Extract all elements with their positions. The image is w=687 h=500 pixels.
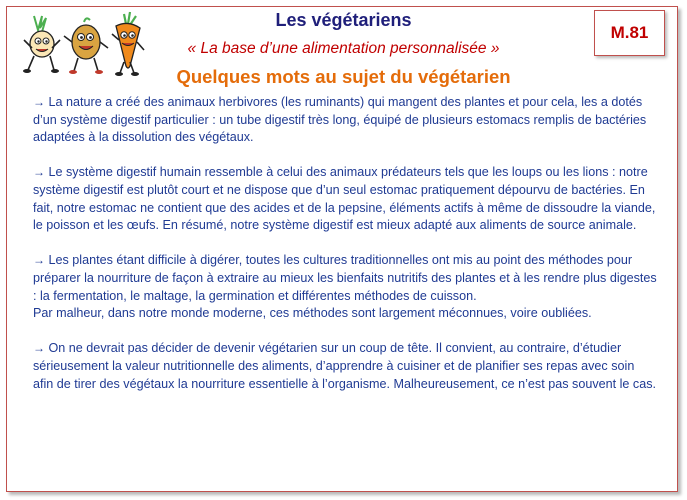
paragraph-line bbox=[33, 305, 657, 323]
document-code: M.81 bbox=[610, 23, 649, 42]
paragraph-line bbox=[33, 94, 657, 147]
arrow-icon: → bbox=[33, 341, 45, 356]
arrow-icon: → bbox=[33, 253, 45, 268]
page-title: Les végétariens bbox=[275, 10, 412, 30]
section-heading: Quelques mots au sujet du végétarien bbox=[176, 66, 511, 87]
paragraph-text: La nature a créé des animaux herbivores (les ruminants) qui mangent des plantes et pour cela, les a dotés d’un système digestif particulier : un tube digestif très long, équipé de plusieurs estomacs remplis de bactéries adaptées à la dissolution des végétaux. bbox=[33, 95, 647, 145]
document-code-badge bbox=[594, 10, 665, 56]
page-subtitle: « La base d’une alimentation personnalisée » bbox=[187, 40, 500, 57]
paragraph bbox=[33, 164, 657, 234]
arrow-icon: → bbox=[33, 95, 45, 109]
paragraph-line bbox=[33, 164, 657, 234]
article-body bbox=[33, 94, 657, 411]
paragraph-line bbox=[33, 340, 657, 393]
paragraph-text: On ne devrait pas décider de devenir végétarien sur un coup de tête. Il convient, au contraire, d’étudier sérieusement la valeur nutritionnelle des aliments, d’apprendre à cuisiner et de planifier ses repas avec soin afin de tirer des végétaux la nourriture essentielle à l’organisme. Malheureusement, ce n’est pas souvent le cas. bbox=[33, 341, 657, 391]
paragraph-line bbox=[33, 252, 657, 305]
arrow-icon: → bbox=[33, 165, 45, 180]
paragraph bbox=[33, 94, 657, 147]
paragraph bbox=[33, 252, 657, 322]
paragraph-text: Le système digestif humain ressemble à celui des animaux prédateurs tels que les loups ou les lions : notre système digestif est plutôt court et ne dispose que d’un seul estomac pratiquement dépourvu de bactéries. En fait, notre estomac ne contient que des acides et de la pepsine, éléments actifs à même de dissoudre la viande, le poisson et les œufs. En résumé, notre système digestif est mieux adapté aux aliments de source animale. bbox=[33, 165, 656, 233]
paragraph bbox=[33, 340, 657, 393]
paragraph-text: Par malheur, dans notre monde moderne, ces méthodes sont largement méconnues, voire oubliées. bbox=[33, 306, 592, 321]
paragraph-text: Les plantes étant difficile à digérer, toutes les cultures traditionnelles ont mis au point des méthodes pour préparer la nourriture de façon à extraire au mieux les bienfaits nutritifs des plantes et à les rendre plus digestes : la fermentation, le maltage, la germination et différentes méthodes de cuisson. bbox=[33, 253, 657, 303]
